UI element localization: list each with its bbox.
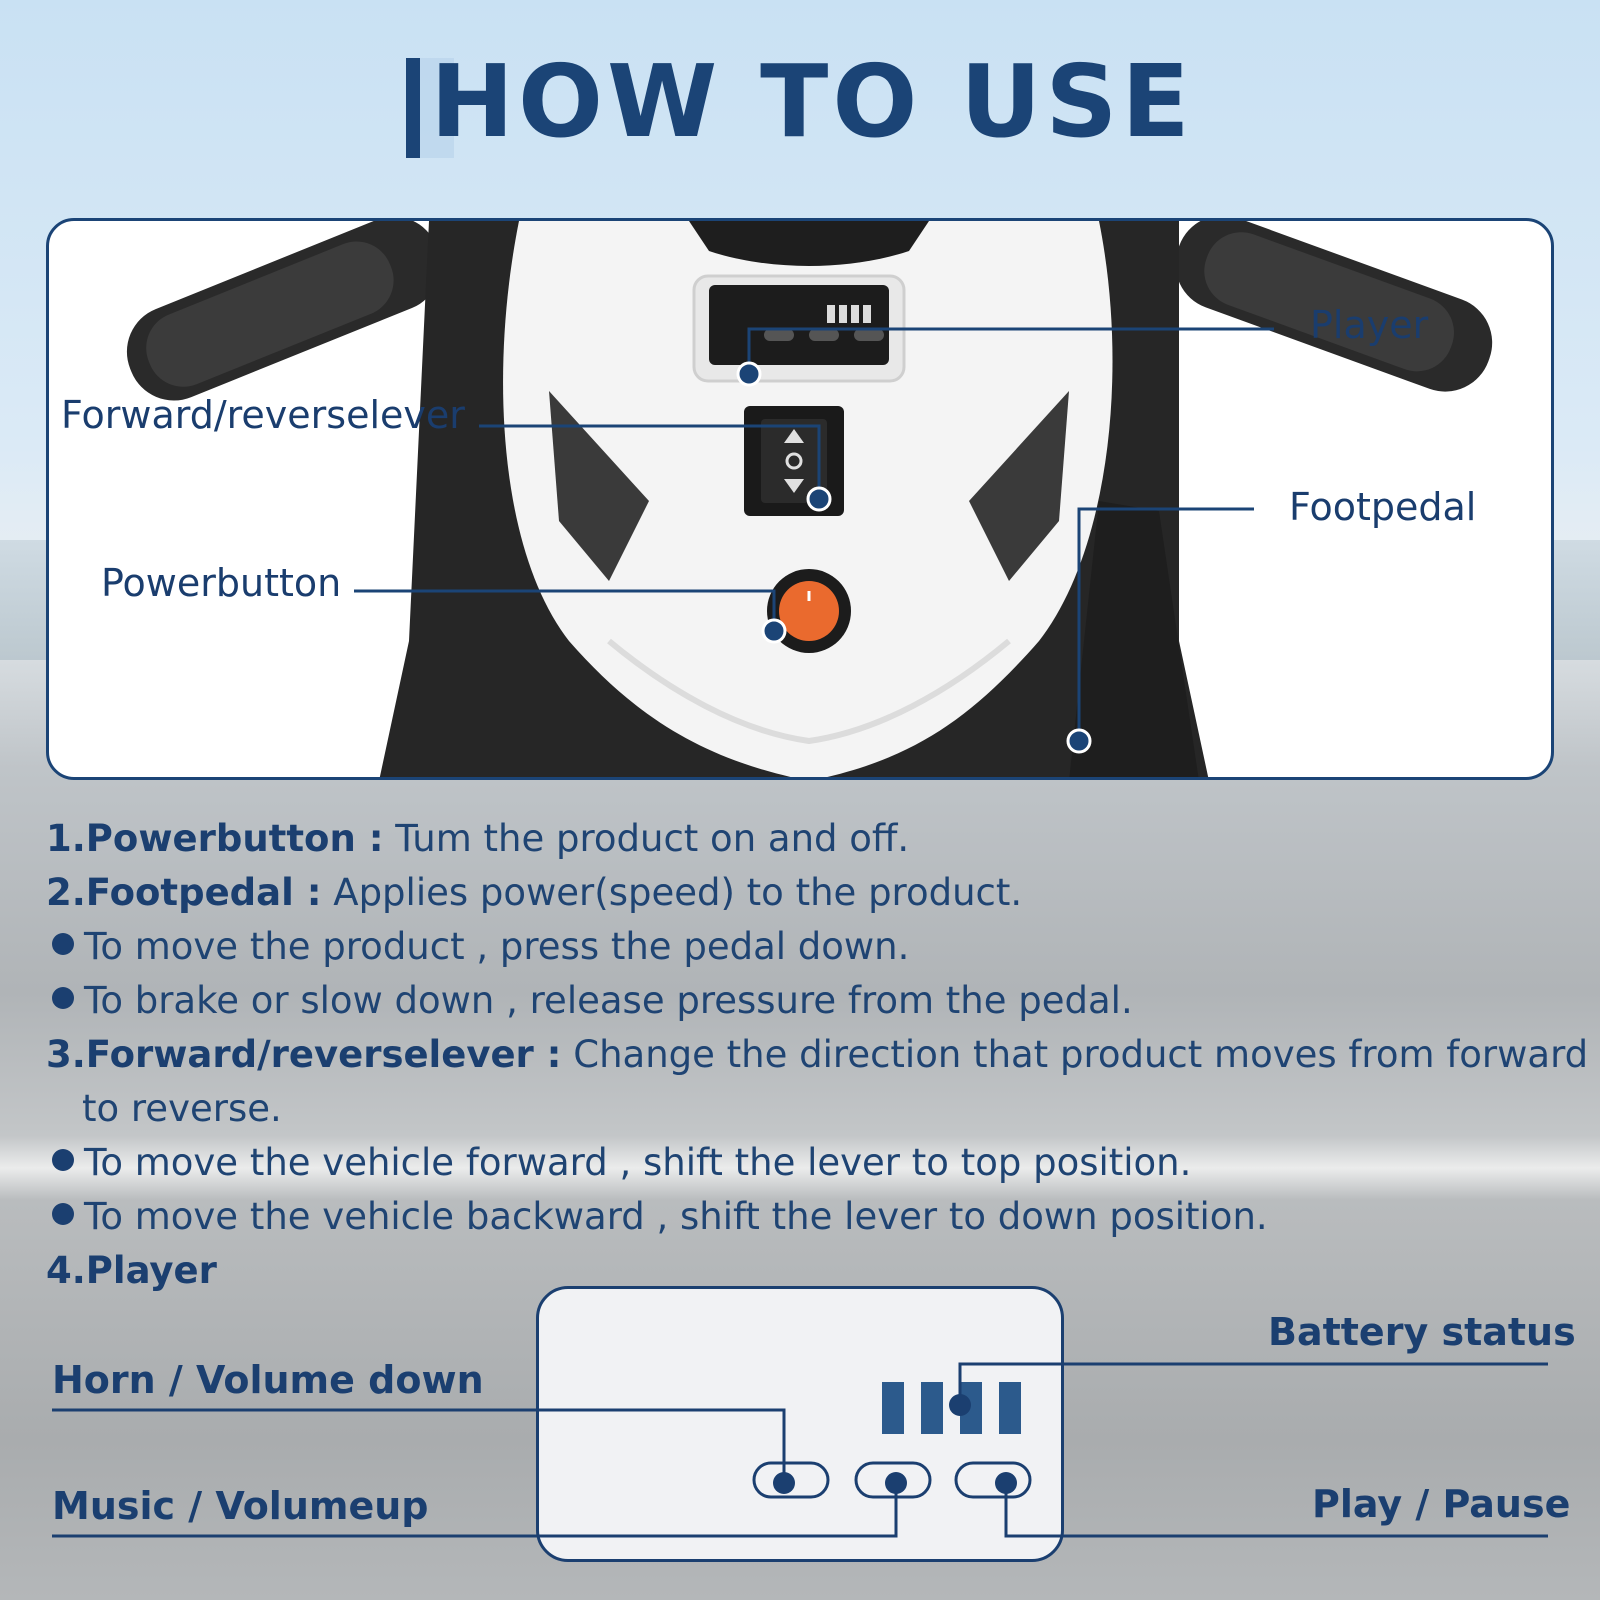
page-title: HOW TO USE (406, 52, 1193, 152)
instruction-bullet: To brake or slow down , release pressure from the pedal. (46, 974, 1576, 1028)
callout-power-label: Powerbutton (101, 561, 342, 605)
play-pause-label: Play / Pause (1312, 1482, 1571, 1526)
callout-player-label: Player (1310, 303, 1429, 347)
instruction-item-4: 4.Player (46, 1249, 217, 1292)
lever-callout-dot (808, 488, 830, 510)
instructions-list (46, 812, 1589, 1298)
horn-volume-down-label: Horn / Volume down (52, 1358, 484, 1402)
callout-lever-label: Forward/reverselever (61, 393, 465, 437)
footpedal-callout-dot (1068, 730, 1090, 752)
bullet-icon (52, 987, 74, 1009)
product-photo-panel (46, 218, 1554, 780)
instruction-item-1: 1.Powerbutton : Tum the product on and off. (46, 817, 910, 860)
bullet-icon (52, 1149, 74, 1171)
bullet-icon (52, 1203, 74, 1225)
battery-status-label: Battery status (1268, 1310, 1576, 1354)
instruction-item-3-continued: to reverse. (82, 1087, 282, 1130)
bullet-icon (52, 933, 74, 955)
title-accent-bar (406, 58, 420, 158)
player-diagram-box (536, 1286, 1064, 1562)
instruction-item-2: 2.Footpedal : Applies power(speed) to the product. (46, 871, 1023, 914)
player-callout-dot (738, 363, 760, 385)
instruction-bullet: To move the vehicle forward , shift the lever to top position. (46, 1136, 1576, 1190)
power-callout-dot (763, 620, 785, 642)
instruction-item-3: 3.Forward/reverselever : Change the direction that product moves from forward (46, 1033, 1589, 1076)
instruction-bullet: To move the product , press the pedal down. (46, 920, 1576, 974)
callout-footpedal-label: Footpedal (1289, 485, 1477, 529)
music-volume-up-label: Music / Volumeup (52, 1484, 429, 1528)
title-area (0, 43, 1600, 160)
instruction-bullet: To move the vehicle backward , shift the lever to down position. (46, 1190, 1576, 1244)
